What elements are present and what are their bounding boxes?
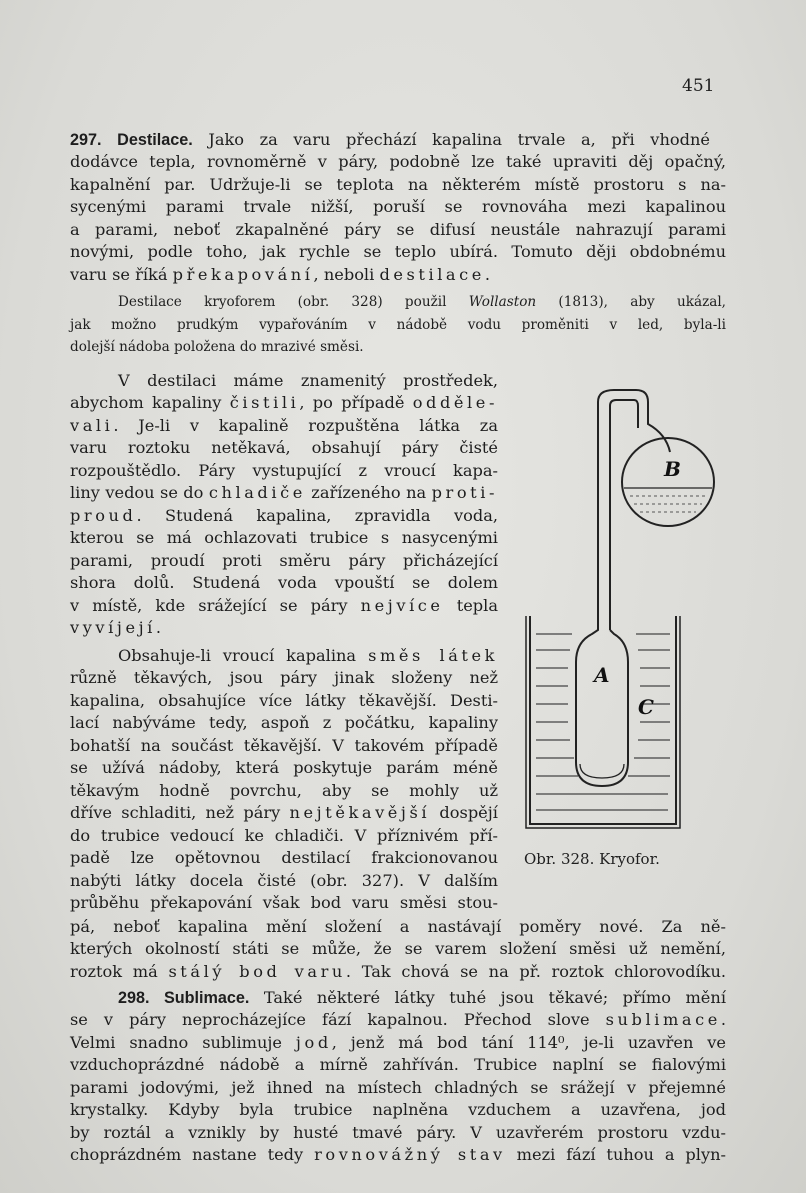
text-line: se v páry neprocházejíce fází kapalnou. Přechod slove sublimace. — [70, 1010, 726, 1029]
section-298-heading-line — [118, 987, 726, 1009]
section-298-intro: Také některé látky tuhé jsou těkavé; přímo mění — [263, 988, 726, 1007]
term-jod: jod — [295, 1033, 332, 1052]
text-line: choprázdném nastane tedy rovnovážný stav mezi fází tuhou a plyn- — [70, 1145, 726, 1164]
section-297-heading-line — [70, 129, 710, 151]
text-line: abychom kapaliny čistili, po případě odděle- — [70, 393, 498, 412]
text-line: shora dolů. Studená voda vpouští se dolem — [70, 573, 498, 592]
text-line: krystalky. Kdyby byla trubice naplněna vzduchem a uzavřena, jod — [70, 1100, 726, 1119]
term-destilace: destilace — [379, 265, 485, 284]
connecting-tube — [576, 390, 670, 662]
text-line: lací nabýváme tedy, aspoň z počátku, kapaliny — [70, 713, 498, 732]
text-line: novými, podle toho, jak rychle se teplo ubírá. Tomuto ději obdobnému — [70, 242, 726, 261]
text-line: padě lze opětovnou destilací frakcionovanou — [70, 848, 498, 867]
label-b: B — [664, 457, 681, 481]
section-297-intro: Jako za varu přechází kapalina trvale a, při vhodné — [208, 130, 710, 149]
cryophorus-figure — [518, 372, 718, 832]
text-line: různě těkavých, jsou páry jinak složeny než — [70, 668, 498, 687]
bath-liquid — [536, 634, 670, 810]
text-line: těkavým hodně povrchu, aby se mohly už — [70, 781, 498, 800]
bath-vessel — [530, 616, 676, 824]
text-line: Obsahuje-li vroucí kapalina směs látek — [118, 646, 499, 665]
text-line: se užívá nádoby, která poskytuje parám méně — [70, 758, 498, 777]
section-297-title: Destilace. — [117, 131, 193, 149]
text-line: liny vedou se do chladiče zařízeného na proti- — [70, 483, 498, 502]
text-line: průběhu překapování však bod varu směsi stou- — [70, 893, 498, 912]
text-line: varu roztoku netěkavá, obsahují páry čisté — [70, 438, 498, 457]
term-sublimace: sublimace — [605, 1010, 721, 1029]
small-print-line: jak možno prudkým vypařováním v nádobě vodu proměniti v led, byla-li — [70, 317, 726, 333]
text-line: by roztál a vznikly by husté tmavé páry. V uzavřerém prostoru vzdu- — [70, 1123, 726, 1142]
section-298-number: 298. — [118, 989, 150, 1007]
section-298-title: Sublimace. — [163, 989, 250, 1007]
text-line: varu se říká překapování, neboli destilace. — [70, 265, 491, 284]
text-line: parami jodovými, jež ihned na místech chladných se srážejí v přejemné — [70, 1078, 726, 1097]
text-line: vali. Je-li v kapalině rozpuštěna látka za — [70, 416, 498, 435]
text-line: kapalina, obsahujíce více látky těkavější. Desti- — [70, 691, 498, 710]
text-line: kapalnění par. Udržuje-li se teplota na některém místě prostoru s na- — [70, 175, 726, 194]
text-line: proud. Studená kapalina, zpravidla voda, — [70, 506, 498, 525]
text-line: pá, neboť kapalina mění složení a nastávají poměry nové. Za ně- — [70, 917, 726, 936]
term-prekapovani: překapování — [172, 265, 314, 284]
term-rovnovazny-stav: rovnovážný stav — [314, 1145, 506, 1164]
text-line: kterých okolností státi se může, že se varem složení směsi už nemění, — [70, 939, 726, 958]
text-line: V destilaci máme znamenitý prostředek, — [118, 371, 498, 390]
text-line: v místě, kde srážející se páry nejvíce tepla — [70, 596, 498, 615]
text-line: kterou se má ochlazovati trubice s nasycenými — [70, 528, 498, 547]
vessel-a — [576, 630, 628, 786]
text-line: nabýti látky docela čisté (obr. 327). V dalším — [70, 871, 498, 890]
label-c: C — [638, 695, 654, 719]
section-297-number: 297. — [70, 131, 102, 149]
text-line: do trubice vedoucí ke chladiči. V příznivém pří- — [70, 826, 498, 845]
text-line: a parami, neboť zkapalněné páry se difusí neustále nahrazují parami — [70, 220, 726, 239]
name-wollaston: Wollaston — [468, 294, 537, 310]
figure-caption: Obr. 328. Kryofor. — [524, 850, 660, 868]
text-line: roztok má stálý bod varu. Tak chová se na př. roztok chlorovodíku. — [70, 962, 727, 981]
small-print-line: Destilace kryoforem (obr. 328) použil Wollaston (1813), aby ukázal, — [118, 294, 727, 310]
text-line: rozpouštědlo. Páry vystupující z vroucí kapa- — [70, 461, 498, 480]
text-line: vzduchoprázdné nádobě a mírně zahříván. Trubice naplní se fialovými — [70, 1055, 726, 1074]
text-line: vyvíjejí. — [70, 618, 162, 637]
text-line: parami, proudí proti směru páry přicházející — [70, 551, 498, 570]
text-line: dodávce tepla, rovnoměrně v páry, podobně lze také upraviti děj opačný, — [70, 152, 726, 171]
page-number: 451 — [682, 76, 715, 96]
text-line: sycenými parami trvale nižší, poruší se rovnováha mezi kapalinou — [70, 197, 726, 216]
text-line: dříve schladiti, než páry nejtěkavější dospějí — [70, 803, 498, 822]
small-print-line: dolejší nádoba položena do mrazivé směsi. — [70, 339, 364, 355]
vessel-b — [622, 438, 714, 526]
label-a: A — [594, 663, 610, 687]
text-line: Velmi snadno sublimuje jod, jenž má bod tání 114⁰, je-li uzavřen ve — [70, 1033, 726, 1052]
text-line: bohatší na součást těkavější. V takovém případě — [70, 736, 498, 755]
